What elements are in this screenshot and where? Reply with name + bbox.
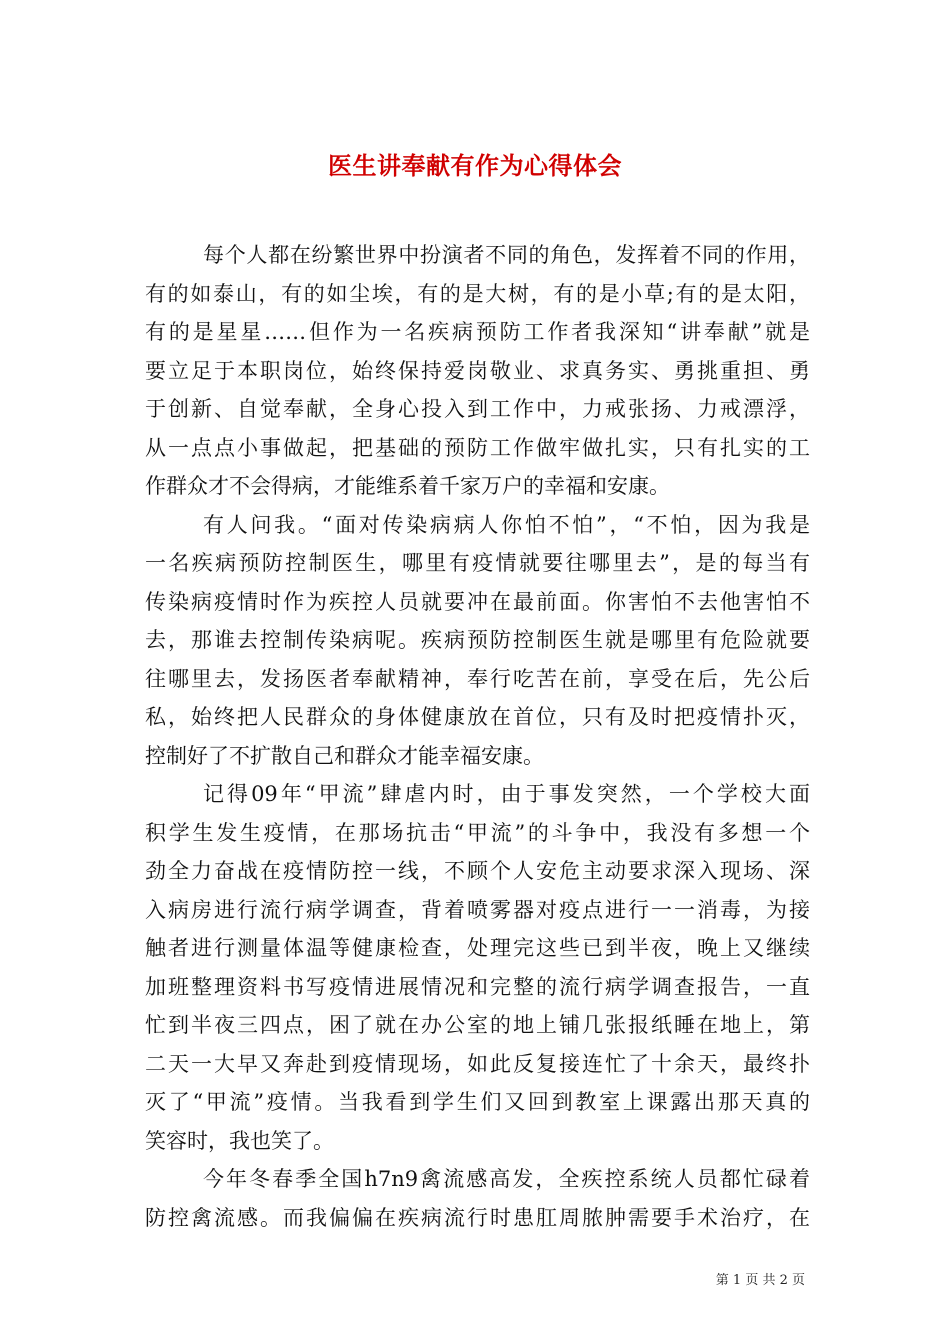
- paragraph-line: 记得09年“甲流”肆虐内时，由于事发突然，一个学校大面: [203, 782, 810, 806]
- paragraph-line: 今年冬春季全国h7n9禽流感高发，全疾控系统人员都忙碌着: [203, 1167, 810, 1191]
- paragraph-line: 传染病疫情时作为疾控人员就要冲在最前面。你害怕不去他害怕不: [145, 589, 810, 614]
- paragraph-line: 劲全力奋战在疫情防控一线，不顾个人安危主动要求深入现场、深: [145, 859, 810, 883]
- paragraph-3: [145, 775, 810, 1160]
- paragraph-1: [145, 236, 810, 506]
- paragraph-line: 去，那谁去控制传染病呢。疾病预防控制医生就是哪里有危险就要: [145, 628, 810, 652]
- paragraph-line: 作群众才不会得病，才能维系着千家万户的幸福和安康。: [145, 474, 670, 498]
- paragraph-line: 忙到半夜三四点，困了就在办公室的地上铺几张报纸睡在地上，第: [145, 1013, 810, 1037]
- paragraph-line: 触者进行测量体温等健康检查，处理完这些已到半夜，晚上又继续: [145, 936, 810, 960]
- paragraph-line: 有人问我。“面对传染病病人你怕不怕”，“不怕，因为我是: [203, 512, 810, 537]
- paragraph-line: 私，始终把人民群众的身体健康放在首位，只有及时把疫情扑灭，: [145, 705, 810, 729]
- paragraph-line: 二天一大早又奔赴到疫情现场，如此反复接连忙了十余天，最终扑: [145, 1051, 810, 1076]
- paragraph-line: 加班整理资料书写疫情进展情况和完整的流行病学调查报告，一直: [145, 974, 810, 999]
- paragraph-line: 要立足于本职岗位，始终保持爱岗敬业、求真务实、勇挑重担、勇: [145, 358, 810, 383]
- paragraph-line: 一名疾病预防控制医生，哪里有疫情就要往哪里去”，是的每当有: [145, 551, 810, 575]
- paragraph-2: [145, 506, 810, 776]
- paragraph-line: 积学生发生疫情，在那场抗击“甲流”的斗争中，我没有多想一个: [145, 820, 810, 845]
- document-body: [145, 236, 810, 1237]
- paragraph-4: [145, 1160, 810, 1237]
- paragraph-line: 于创新、自觉奉献，全身心投入到工作中，力戒张扬、力戒漂浮，: [145, 397, 810, 421]
- paragraph-line: 往哪里去，发扬医者奉献精神，奉行吃苦在前，享受在后，先公后: [145, 666, 810, 691]
- paragraph-line: 从一点点小事做起，把基础的预防工作做牢做扎实，只有扎实的工: [145, 435, 810, 460]
- paragraph-line: 灭了“甲流”疫情。当我看到学生们又回到教室上课露出那天真的: [145, 1090, 810, 1114]
- page-number: 第 1 页 共 2 页: [715, 1273, 805, 1288]
- paragraph-line: 每个人都在纷繁世界中扮演者不同的角色，发挥着不同的作用，: [203, 243, 810, 267]
- paragraph-line: 控制好了不扩散自己和群众才能幸福安康。: [145, 743, 544, 768]
- paragraph-line: 入病房进行流行病学调查，背着喷雾器对疫点进行一一消毒，为接: [145, 897, 810, 922]
- paragraph-line: 有的如泰山，有的如尘埃，有的是大树，有的是小草;有的是太阳，: [145, 281, 810, 306]
- paragraph-line: 防控禽流感。而我偏偏在疾病流行时患肛周脓肿需要手术治疗，在: [145, 1205, 810, 1230]
- paragraph-line: 笑容时，我也笑了。: [145, 1128, 334, 1153]
- paragraph-line: 有的是星星……但作为一名疾病预防工作者我深知“讲奉献”就是: [145, 320, 810, 344]
- document-title: 医生讲奉献有作为心得体会: [328, 151, 622, 181]
